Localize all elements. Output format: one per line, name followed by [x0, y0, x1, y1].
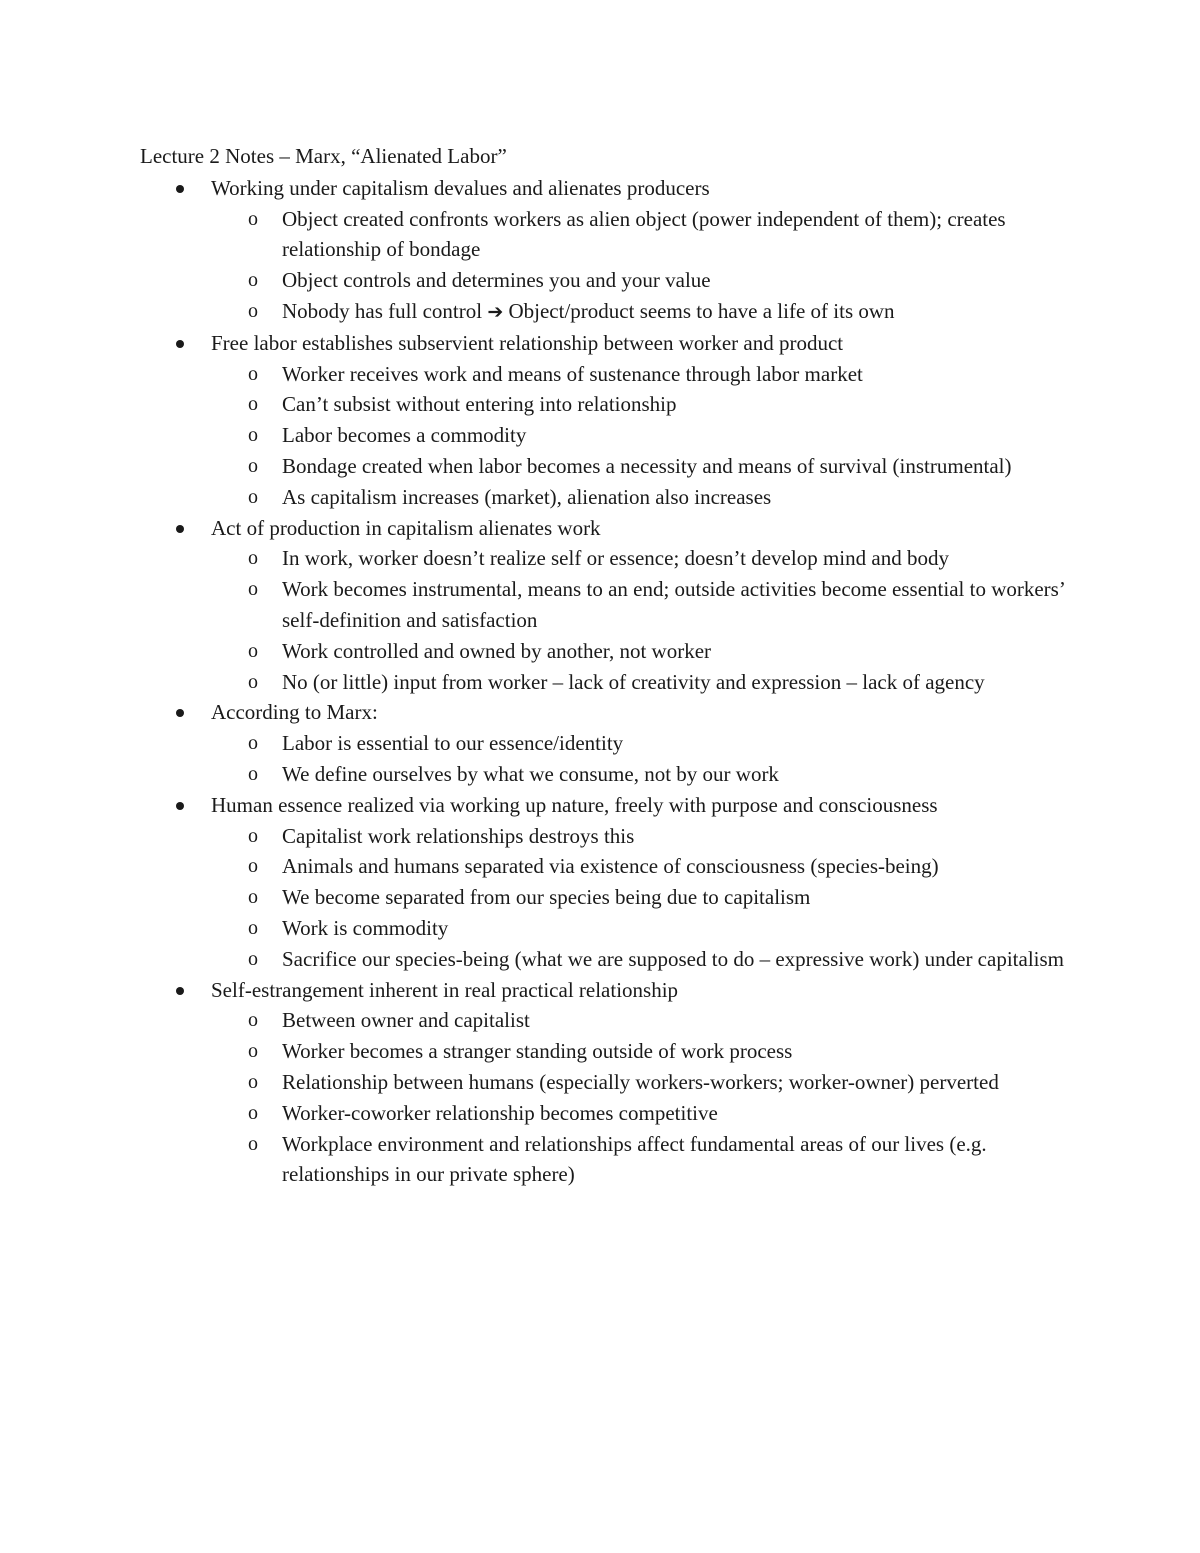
sub-item: [211, 482, 1070, 513]
sub-item-text: In work, worker doesn’t realize self or essence; doesn’t develop mind and body: [282, 546, 949, 571]
circle-bullet-icon: o: [248, 269, 258, 292]
bullet-icon: [176, 709, 184, 717]
sub-list: [211, 1005, 1070, 1190]
sub-item: [211, 1036, 1070, 1067]
sub-item-text: Work becomes instrumental, means to an end; outside activities become essential to workers’ self-definition and satisfaction: [282, 577, 1065, 632]
sub-item: [211, 389, 1070, 420]
sub-item-text: Labor becomes a commodity: [282, 423, 527, 448]
sub-item: [211, 420, 1070, 451]
sub-item: [211, 296, 1070, 328]
circle-bullet-icon: o: [248, 362, 258, 385]
circle-bullet-icon: o: [248, 485, 258, 508]
section-heading: Human essence realized via working up nature, freely with purpose and consciousness: [211, 792, 938, 817]
section-item: [140, 513, 1070, 698]
sub-item: [211, 359, 1070, 390]
circle-bullet-icon: o: [248, 1070, 258, 1093]
sub-item: [211, 1129, 1070, 1191]
sub-item: [211, 265, 1070, 296]
sub-item-text: Capitalist work relationships destroys this: [282, 823, 635, 848]
circle-bullet-icon: o: [248, 824, 258, 847]
sub-item: [211, 759, 1070, 790]
sub-item: [211, 1098, 1070, 1129]
section-item: [140, 790, 1070, 975]
sub-item: [211, 543, 1070, 574]
sub-item-text: Nobody has full control: [282, 298, 488, 323]
sub-item-text: Worker becomes a stranger standing outside of work process: [282, 1039, 793, 1064]
circle-bullet-icon: o: [248, 947, 258, 970]
circle-bullet-icon: o: [248, 424, 258, 447]
sub-item-text: Bondage created when labor becomes a necessity and means of survival (instrumental): [282, 453, 1012, 478]
notes-list: [140, 173, 1070, 1190]
sub-item-text: Work controlled and owned by another, not worker: [282, 638, 712, 663]
bullet-icon: [176, 987, 184, 995]
sub-item-text: Object/product seems to have a life of its own: [503, 298, 895, 323]
section-item: [140, 173, 1070, 328]
sub-item-text: Worker receives work and means of sustenance through labor market: [282, 361, 863, 386]
sub-item: [211, 1067, 1070, 1098]
sub-item-text: We become separated from our species being due to capitalism: [282, 885, 811, 910]
circle-bullet-icon: o: [248, 454, 258, 477]
circle-bullet-icon: o: [248, 1132, 258, 1155]
circle-bullet-icon: o: [248, 916, 258, 939]
bullet-icon: [176, 802, 184, 810]
bullet-icon: [176, 340, 184, 348]
sub-list: [211, 728, 1070, 790]
sub-item: [211, 728, 1070, 759]
circle-bullet-icon: o: [248, 1101, 258, 1124]
sub-item-text: No (or little) input from worker – lack of creativity and expression – lack of agency: [282, 669, 985, 694]
sub-list: [211, 204, 1070, 328]
document-title: Lecture 2 Notes – Marx, “Alienated Labor”: [140, 144, 507, 168]
sub-item-text: Object controls and determines you and your value: [282, 268, 711, 293]
circle-bullet-icon: o: [248, 886, 258, 909]
circle-bullet-icon: o: [248, 762, 258, 785]
circle-bullet-icon: o: [248, 547, 258, 570]
section-heading: Free labor establishes subservient relationship between worker and product: [211, 330, 844, 355]
sub-item-text: Labor is essential to our essence/identity: [282, 731, 624, 756]
section-item: [140, 328, 1070, 513]
sub-item-text: Can’t subsist without entering into relationship: [282, 392, 677, 417]
sub-item: [211, 1005, 1070, 1036]
sub-item: [211, 451, 1070, 482]
sub-item-text: Object created confronts workers as alien object (power independent of them); creates relationship of bondage: [282, 206, 1006, 262]
section-item: [140, 697, 1070, 789]
sub-item-text: Workplace environment and relationships affect fundamental areas of our lives (e.g. relationships in our private sphere): [282, 1131, 987, 1187]
circle-bullet-icon: o: [248, 855, 258, 878]
sub-item: [211, 882, 1070, 913]
section-heading: According to Marx:: [211, 700, 378, 725]
circle-bullet-icon: o: [248, 393, 258, 416]
sub-list: [211, 821, 1070, 975]
section-item: [140, 975, 1070, 1191]
sub-item-text: We define ourselves by what we consume, not by our work: [282, 761, 779, 786]
circle-bullet-icon: o: [248, 207, 258, 230]
circle-bullet-icon: o: [248, 732, 258, 755]
circle-bullet-icon: o: [248, 670, 258, 693]
sub-list: [211, 543, 1070, 697]
sub-item: [211, 667, 1070, 698]
bullet-icon: [176, 525, 184, 533]
sub-item: [211, 851, 1070, 882]
sub-item: [211, 204, 1070, 266]
sub-item: [211, 636, 1070, 667]
sub-item-text: Relationship between humans (especially workers-workers; worker-owner) perverted: [282, 1069, 999, 1094]
sub-list: [211, 359, 1070, 513]
sub-item-text: Sacrifice our species-being (what we are supposed to do – expressive work) under capitalism: [282, 946, 1064, 971]
circle-bullet-icon: o: [248, 639, 258, 662]
sub-item: [211, 574, 1070, 636]
document-page: [140, 141, 1070, 1190]
section-heading: Working under capitalism devalues and alienates producers: [211, 175, 710, 200]
section-heading: Act of production in capitalism alienates work: [211, 515, 601, 540]
circle-bullet-icon: o: [248, 1040, 258, 1063]
circle-bullet-icon: o: [248, 578, 258, 601]
sub-item-text: Worker-coworker relationship becomes competitive: [282, 1100, 718, 1125]
sub-item: [211, 944, 1070, 975]
bullet-icon: [176, 185, 184, 193]
arrow-right-icon: ➔: [487, 300, 504, 323]
sub-item-text: Animals and humans separated via existence of consciousness (species-being): [282, 854, 939, 879]
section-heading: Self-estrangement inherent in real practical relationship: [211, 977, 679, 1002]
sub-item: [211, 913, 1070, 944]
sub-item-text: Work is commodity: [282, 915, 449, 940]
circle-bullet-icon: o: [248, 1009, 258, 1032]
sub-item-text: As capitalism increases (market), alienation also increases: [282, 484, 772, 509]
sub-item-text: Between owner and capitalist: [282, 1008, 530, 1033]
circle-bullet-icon: o: [248, 299, 258, 322]
sub-item: [211, 821, 1070, 852]
